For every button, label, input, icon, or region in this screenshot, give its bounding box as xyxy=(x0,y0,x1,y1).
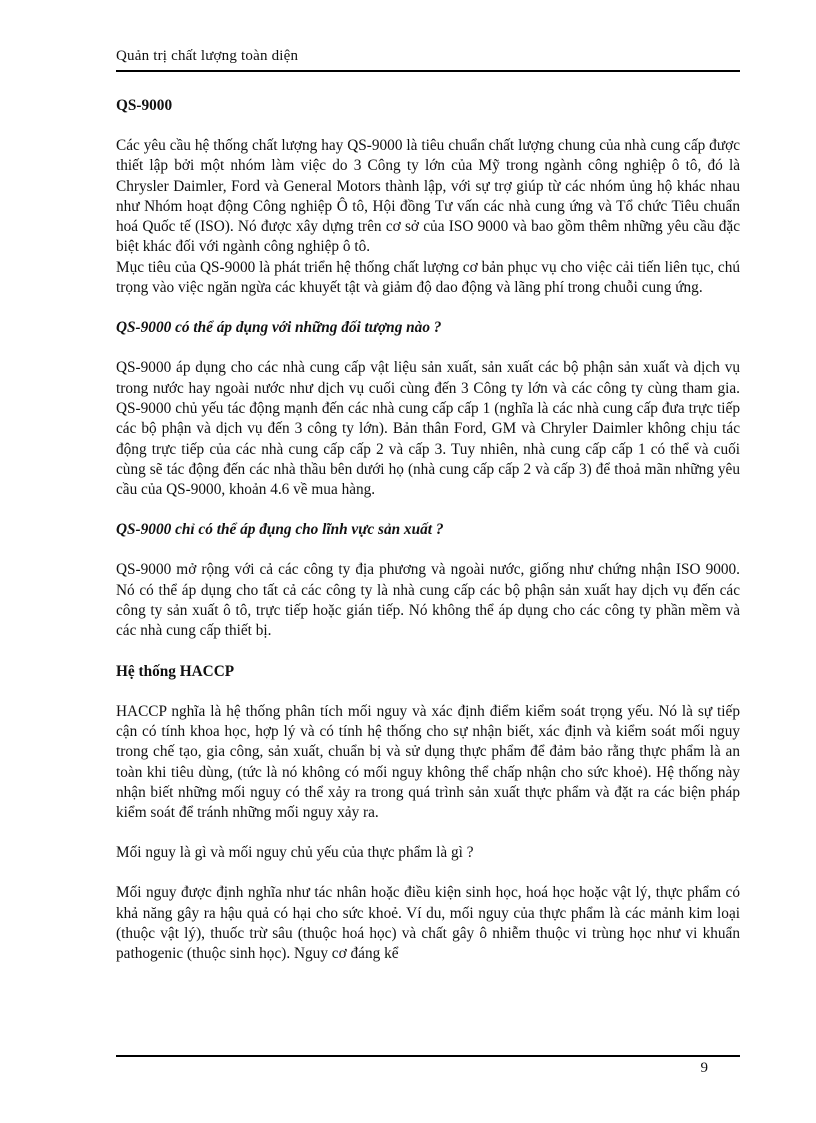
footer-rule xyxy=(116,1055,740,1057)
running-header: Quản trị chất lượng toàn diện xyxy=(116,48,299,64)
section-heading-qs9000: QS-9000 xyxy=(116,97,173,114)
document-page xyxy=(116,0,740,1123)
question-heading-applicability: QS-9000 có thể áp dụng với những đối tượng nào ? xyxy=(116,319,442,337)
paragraph-applicability: QS-9000 áp dụng cho các nhà cung cấp vật liệu sản xuất, sản xuất các bộ phận sản xuất và dịch vụ trong nước hay ngoài nước như dịch vụ cuối cùng đến 3 Công ty lớn và các công ty cùng tham gia. QS-9000 chủ yếu tác động mạnh đến các nhà cung cấp cấp 1 (nghĩa là các nhà cung cấp đưa trực tiếp các bộ phận và dịch vụ đến 3 công ty lớn). Bản thân Ford, GM và Chryler Daimler không chịu tác động trực tiếp của các nhà cung cấp cấp 2 và cấp 3. Tuy nhiên, nhà cung cấp cấp 1 có thể và cuối cùng sẽ tác động đến các nhà thầu bên dưới họ (nhà cung cấp cấp 2 và cấp 3) để thoả mãn những yêu cầu của QS-9000, khoản 4.6 về mua hàng. xyxy=(116,359,740,499)
paragraph-haccp-definition: HACCP nghĩa là hệ thống phân tích mối nguy và xác định điểm kiểm soát trọng yếu. Nó là sự tiếp cận có tính khoa học, hợp lý và có tính hệ thống cho sự nhận biết, xác định và kiểm soát mối nguy trong chế tạo, gia công, sản xuất, chuẩn bị và sử dụng thực phẩm để đảm bảo rằng thực phẩm là an toàn khi tiêu dùng, (tức là nó không có mối nguy không thể chấp nhận cho sức khoẻ). Hệ thống này nhận biết những mối nguy có thể xảy ra trong quá trình sản xuất thực phẩm và đặt ra các biện pháp kiểm soát để tránh những mối nguy xảy ra. xyxy=(116,702,740,822)
paragraph-manufacturing: QS-9000 mở rộng với cả các công ty địa phương và ngoài nước, giống như chứng nhận ISO 9000. Nó có thể áp dụng cho tất cả các công ty là nhà cung cấp các bộ phận sản xuất hay dịch vụ đến các công ty sản xuất ô tô, trực tiếp hoặc gián tiếp. Nó không thể áp dụng cho các công ty phần mềm và các nhà cung cấp thiết bị. xyxy=(116,561,740,640)
page-number: 9 xyxy=(700,1060,708,1076)
paragraph-qs9000-goal: Mục tiêu của QS-9000 là phát triển hệ thống chất lượng cơ bản phục vụ cho việc cải tiến liên tục, chú trọng vào việc ngăn ngừa các khuyết tật và giảm độ dao động và lãng phí trong chuỗi cung ứng. xyxy=(116,258,740,297)
paragraph-qs9000-intro: Các yêu cầu hệ thống chất lượng hay QS-9000 là tiêu chuẩn chất lượng chung của nhà cung cấp được thiết lập bởi một nhóm làm việc do 3 Công ty lớn của Mỹ trong ngành công nghiệp ô tô, đó là Chrysler Daimler, Ford và General Motors thành lập, với sự trợ giúp từ các nhóm ủng hộ khác nhau như Nhóm hoạt động Công nghiệp Ô tô, Hội đồng Tư vấn các nhà cung ứng và Tổ chức Tiêu chuẩn hoá Quốc tế (ISO). Nó được xây dựng trên cơ sở của ISO 9000 và bao gồm thêm những yêu cầu đặc biệt khác đối với ngành công nghiệp ô tô. xyxy=(116,137,740,256)
page-content xyxy=(116,96,740,965)
header-rule xyxy=(116,70,740,72)
question-heading-manufacturing: QS-9000 chỉ có thể áp đụng cho lĩnh vực sản xuất ? xyxy=(116,521,444,539)
section-heading-haccp: Hệ thống HACCP xyxy=(116,662,235,680)
question-hazard: Mối nguy là gì và mối nguy chủ yếu của thực phẩm là gì ? xyxy=(116,844,474,862)
paragraph-hazard-definition: Mối nguy được định nghĩa như tác nhân hoặc điều kiện sinh học, hoá học hoặc vật lý, thực phẩm có khả năng gây ra hậu quả có hại cho sức khoẻ. Ví du, mối nguy của thực phẩm là các mảnh kim loại (thuộc vật lý), thuốc trừ sâu (thuộc hoá học) và chất gây ô nhiễm thuộc vi trùng học như vi khuẩn pathogenic (thuộc sinh học). Nguy cơ đáng kể xyxy=(116,884,740,963)
